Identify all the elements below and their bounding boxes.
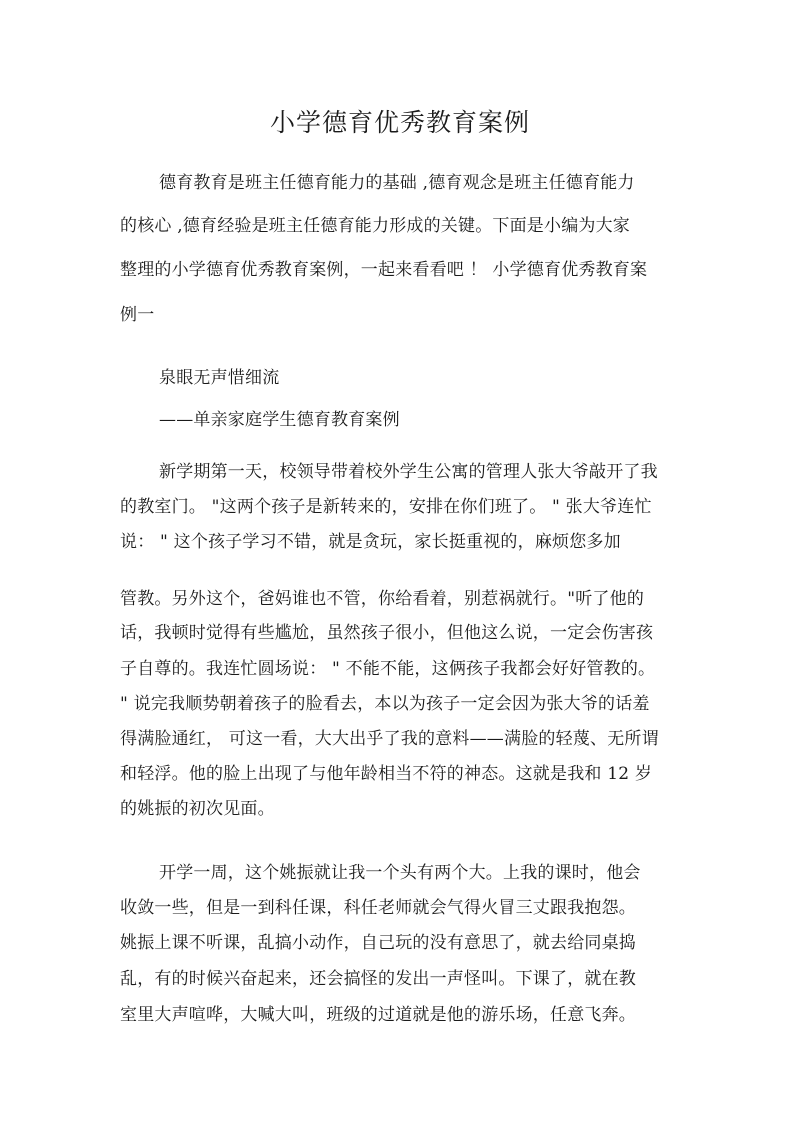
paragraph2-line-3: 子自尊的。我连忙圆场说： " 不能不能，这俩孩子我都会好好管教的。: [120, 659, 656, 679]
paragraph3-line-5: 室里大声喧哗，大喊大叫，班级的过道就是他的游乐场，任意飞奔。: [120, 1005, 636, 1025]
paragraph3-line-2: 收敛一些，但是一到科任课，科任老师就会气得火冒三丈跟我抱怨。: [120, 898, 636, 918]
paragraph2-line-1: 管教。另外这个，爸妈谁也不管，你给看着，别惹祸就行。"听了他的: [120, 589, 645, 609]
paragraph1-line-1: 新学期第一天，校领导带着校外学生公寓的管理人张大爷敲开了我: [159, 462, 658, 482]
intro-line-2: 的核心 ,德育经验是班主任德育能力形成的关键。下面是小编为大家: [120, 216, 631, 236]
paragraph1-line-2: 的教室门。 "这两个孩子是新转来的，安排在你们班了。 " 张大爷连忙: [120, 497, 652, 517]
paragraph3-line-3: 姚振上课不听课，乱搞小动作，自己玩的没有意思了，就去给同桌捣: [120, 933, 636, 953]
intro-line-4: 例一: [120, 305, 155, 325]
paragraph3-line-1: 开学一周，这个姚振就让我一个头有两个大。上我的课时，他会: [159, 863, 641, 883]
paragraph2-line-4: " 说完我顺势朝着孩子的脸看去，本以为孩子一定会因为张大爷的话羞: [120, 694, 650, 714]
paragraph2-line-2: 话，我顿时觉得有些尴尬，虽然孩子很小，但他这么说，一定会伤害孩: [120, 623, 654, 643]
paragraph2-line-7: 的姚振的初次见面。: [120, 799, 275, 819]
paragraph1-line-3: 说： " 这个孩子学习不错，就是贪玩，家长挺重视的，麻烦您多加: [120, 532, 621, 552]
case-title: 泉眼无声惜细流: [159, 368, 280, 388]
intro-line-1: 德育教育是班主任德育能力的基础 ,德育观念是班主任德育能力: [159, 173, 635, 193]
case-subtitle: ——单亲家庭学生德育教育案例: [159, 410, 400, 430]
paragraph2-line-6: 和轻浮。他的脸上出现了与他年龄相当不符的神态。这就是我和 12 岁: [120, 764, 653, 784]
intro-line-3: 整理的小学德育优秀教育案例，一起来看看吧 ！ 小学德育优秀教育案: [120, 260, 648, 280]
paragraph2-line-5: 得满脸通红， 可这一看，大大出乎了我的意料——满脸的轻蔑、无所谓: [120, 729, 659, 749]
paragraph3-line-4: 乱，有的时候兴奋起来，还会搞怪的发出一声怪叫。下课了，就在教: [120, 969, 636, 989]
document-title: 小学德育优秀教育案例: [269, 108, 530, 137]
